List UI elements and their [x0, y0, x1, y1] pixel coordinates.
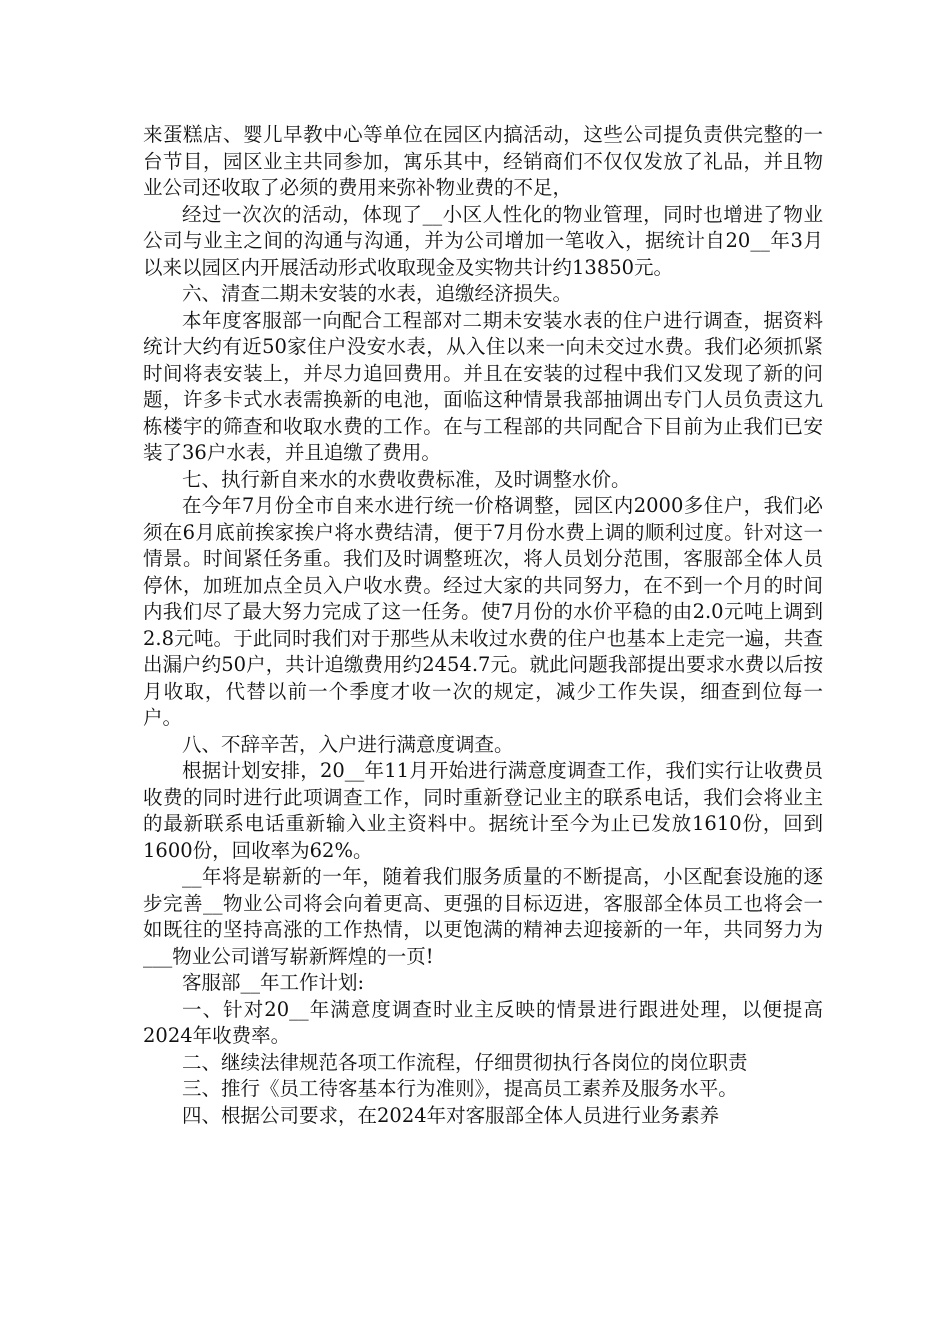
paragraph-5: 根据计划安排，20__年11月开始进行满意度调查工作，我们实行让收费员收费的同时进行此项调查工作，同时重新登记业主的联系电话，我们会将业主的最新联系电话重新输入业主资料中。据统计至今为止已发放1610份，回到1600份，回收率为62%。: [143, 759, 823, 862]
paragraph-6: __年将是崭新的一年，随着我们服务质量的不断提高，小区配套设施的逐步完善__物业公司将会向着更高、更强的目标迈进，客服部全体员工也将会一如既往的坚持高涨的工作热情，以更饱满的精神去迎接新的一年，共同努力为___物业公司谱写崭新辉煌的一页!: [143, 865, 823, 968]
paragraph-4: 在今年7月份全市自来水进行统一价格调整，园区内2000多住户，我们必须在6月底前挨家挨户将水费结清，便于7月份水费上调的顺利过度。针对这一情景。时间紧任务重。我们及时调整班次，将人员划分范围，客服部全体人员停休，加班加点全员入户收水费。经过大家的共同努力，在不到一个月的时间内我们尽了最大努力完成了这一任务。使7月份的水价平稳的由2.0元吨上调到2.8元吨。于此同时我们对于那些从未收过水费的住户也基本上走完一遍，共查出漏户约50户，共计追缴费用约2454.7元。就此问题我部提出要求水费以后按月收取，代替以前一个季度才收一次的规定，减少工作失误，细查到位每一户。: [143, 494, 823, 729]
section-heading-6: 六、清查二期未安装的水表，追缴经济损失。: [182, 282, 573, 305]
plan-item-2: 二、继续法律规范各项工作流程，仔细贯彻执行各岗位的岗位职责: [182, 1050, 748, 1074]
document-body: [143, 122, 823, 1129]
paragraph-1: 来蛋糕店、婴儿早教中心等单位在园区内搞活动，这些公司提负责供完整的一台节目，园区业主共同参加，寓乐其中，经销商们不仅仅发放了礼品，并且物业公司还收取了必须的费用来弥补物业费的不足，: [143, 123, 823, 199]
plan-heading: 客服部__年工作计划:: [182, 971, 365, 994]
plan-item-4: 四、根据公司要求，在2024年对客服部全体人员进行业务素养: [182, 1103, 720, 1127]
paragraph-3: 本年度客服部一向配合工程部对二期未安装水表的住户进行调查，据资料统计大约有近50家住户没安水表，从入住以来一向未交过水费。我们必须抓紧时间将表安装上，并尽力追回费用。并且在安装的过程中我们又发现了新的问题，许多卡式水表需换新的电池，面临这种情景我部抽调出专门人员负责这九栋楼宇的筛查和收取水费的工作。在与工程部的共同配合下目前为止我们已安装了36户水表，并且追缴了费用。: [143, 308, 823, 464]
section-heading-8: 八、不辞辛苦，入户进行满意度调查。: [182, 732, 514, 756]
plan-item-1: 一、针对20__年满意度调查时业主反映的情景进行跟进处理，以便提高2024年收费率。: [143, 997, 823, 1047]
section-heading-7: 七、执行新自来水的水费收费标准，及时调整水价。: [182, 467, 631, 491]
plan-item-3: 三、推行《员工待客基本行为准则》，提高员工素养及服务水平。: [182, 1077, 738, 1100]
paragraph-2: 经过一次次的活动，体现了__小区人性化的物业管理，同时也增进了物业公司与业主之间的沟通与沟通，并为公司增加一笔收入，据统计自20__年3月以来以园区内开展活动形式收取现金及实物共计约13850元。: [143, 202, 823, 279]
